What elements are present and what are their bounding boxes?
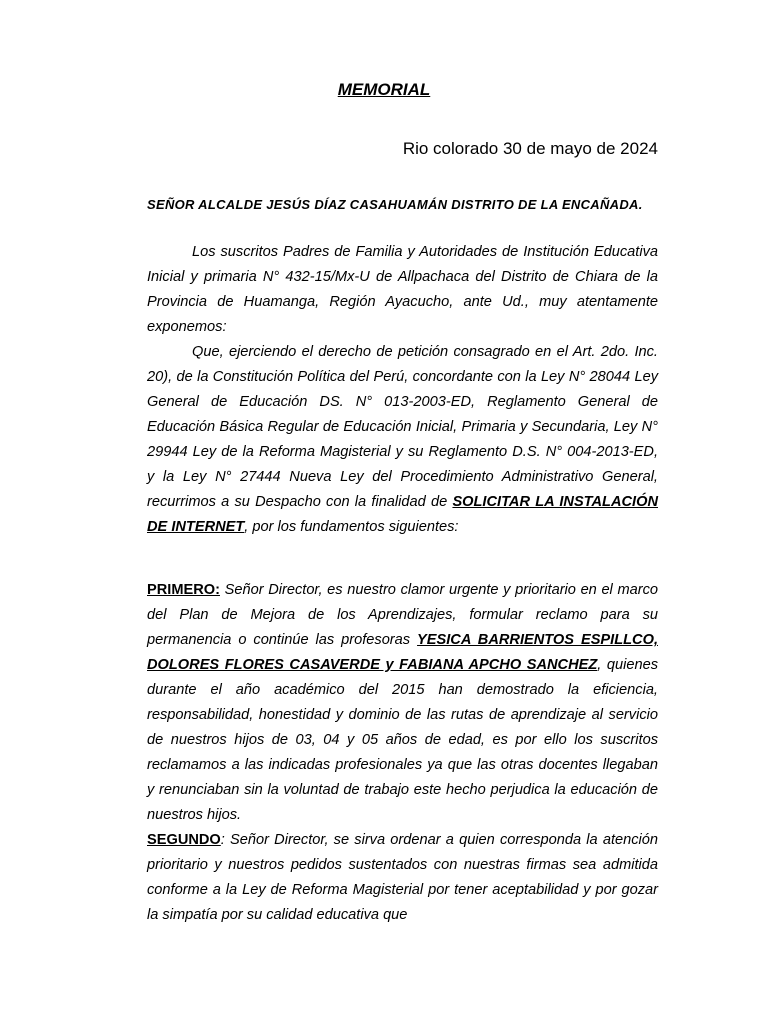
segundo-text: : Señor Director, se sirva ordenar a quien corresponda la atención prioritario y nuestros pedidos sustentados con nuestras firmas sea admitida conforme a la Ley de Reforma Magisterial por tener aceptabilidad y por gozar la simpatía por su calidad educativa que bbox=[147, 832, 658, 923]
teacher-names: YESICA BARRIENTOS ESPILLCO, DOLORES FLORES CASAVERDE y FABIANA APCHO SANCHEZ bbox=[147, 632, 658, 673]
paragraph-intro: Los suscritos Padres de Familia y Autoridades de Institución Educativa Inicial y primaria N° 432-15/Mx-U de Allpachaca del Distrito de Chiara de la Provincia de Huamanga, Región Ayacucho, ante Ud., muy atentamente exponemos: bbox=[147, 244, 658, 335]
segundo-label: SEGUNDO bbox=[147, 832, 221, 848]
paragraph-primero bbox=[147, 578, 658, 828]
paragraph-segundo bbox=[147, 828, 658, 928]
document-title: MEMORIAL bbox=[337, 80, 431, 99]
document-body bbox=[147, 240, 658, 540]
paragraph-petition bbox=[147, 340, 658, 540]
primero-text: Señor Director, es nuestro clamor urgente y prioritario en el marco del Plan de Mejora de los Aprendizajes, formular reclamo para su permanencia o continúe las profesoras bbox=[147, 582, 658, 648]
petition-request: SOLICITAR LA INSTALACIÓN DE INTERNET bbox=[147, 494, 658, 535]
addressee: SEÑOR ALCALDE JESÚS DÍAZ CASAHUAMÁN DISTRITO DE LA ENCAÑADA. bbox=[147, 197, 643, 212]
primero-text-end: , quienes durante el año académico del 2015 han demostrado la eficiencia, responsabilidad, honestidad y dominio de las rutas de aprendizaje al servicio de nuestros hijos de 03, 04 y 05 años de edad, es por ello los suscritos reclamamos a las indicadas profesionales ya que las otras docentes llegaban y renunciaban sin la voluntad de trabajo este hecho perjudica la educación de nuestros hijos. bbox=[147, 657, 658, 823]
primero-label: PRIMERO: bbox=[147, 582, 220, 598]
petition-text: Que, ejerciendo el derecho de petición consagrado en el Art. 2do. Inc. 20), de la Constitución Política del Perú, concordante con la Ley N° 28044 Ley General de Educación DS. N° 013-2003-ED, Reglamento General de Educación Básica Regular de Educación Inicial, Primaria y Secundaria, Ley N° 29944 Ley de la Reforma Magisterial y su Reglamento D.S. N° 004-2013-ED, y la Ley N° 27444 Nueva Ley del Procedimiento Administrativo General, recurrimos a su Despacho con la finalidad de bbox=[147, 344, 658, 510]
petition-text-end: , por los fundamentos siguientes: bbox=[244, 519, 459, 535]
document-date: Rio colorado 30 de mayo de 2024 bbox=[402, 139, 658, 158]
document-body-points bbox=[147, 578, 658, 928]
